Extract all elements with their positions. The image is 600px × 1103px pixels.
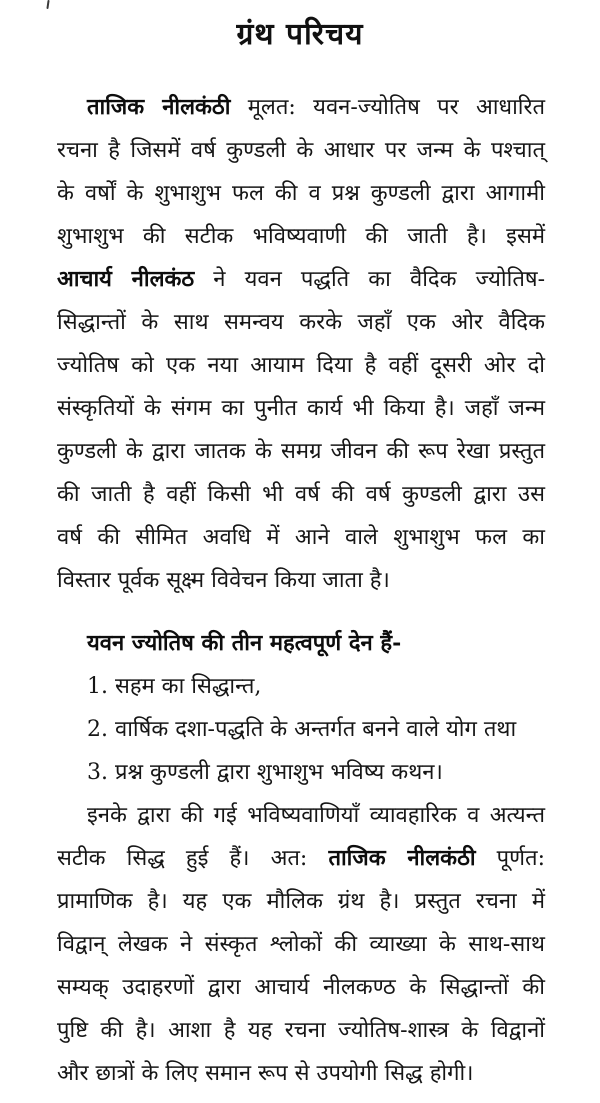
text-line — [57, 344, 545, 387]
text-segment: सम्यक् उदाहरणों द्वारा आचार्य नीलकण्ठ के सिद्धान्तों की — [57, 975, 545, 1000]
text-segment: सटीक सिद्ध हुई हैं। अत: — [57, 846, 329, 871]
text-segment: रचना है जिसमें वर्ष कुण्डली के आधार पर जन्म के पश्चात् — [57, 138, 545, 163]
text-segment: संस्कृतियों के संगम का पुनीत कार्य भी किया है। जहाँ जन्म — [57, 396, 545, 421]
text-line — [57, 215, 545, 258]
text-line — [57, 837, 545, 880]
bold-text-segment: ताजिक नीलकंठी — [328, 845, 476, 871]
text-segment: सिद्धान्तों के साथ समन्वय करके जहाँ एक ओर वैदिक — [57, 310, 545, 335]
text-line — [57, 1052, 545, 1095]
text-segment: 2. वार्षिक दशा-पद्धति के अन्तर्गत बनने वाले योग तथा — [87, 717, 517, 742]
text-line — [57, 516, 545, 559]
text-segment: विस्तार पूर्वक सूक्ष्म विवेचन किया जाता है। — [57, 568, 390, 593]
page-body-text — [57, 86, 545, 1095]
text-segment: कुण्डली के द्वारा जातक के समग्र जीवन की रूप रेखा प्रस्तुत — [57, 439, 545, 464]
text-line — [57, 880, 545, 923]
text-segment: पूर्णत: — [475, 846, 546, 871]
text-segment: विद्वान् लेखक ने संस्कृत श्लोकों की व्याख्या के साथ-साथ — [57, 932, 545, 957]
text-line — [57, 559, 545, 602]
text-segment: प्रामाणिक है। यह एक मौलिक ग्रंथ है। प्रस्तुत रचना में — [57, 889, 545, 914]
bold-text-segment: आचार्य नीलकंठ — [57, 266, 195, 292]
text-segment: पुष्टि की है। आशा है यह रचना ज्योतिष-शास्त्र के विद्वानों — [57, 1018, 545, 1043]
text-segment: इनके द्वारा की गई भविष्यवाणियाँ व्यावहारिक व अत्यन्त — [87, 803, 545, 828]
text-line — [57, 86, 545, 129]
bold-text-segment: यवन ज्योतिष की तीन महत्वपूर्ण देन हैं- — [87, 630, 402, 656]
text-line — [57, 794, 545, 837]
text-segment: 1. सहम का सिद्धान्त, — [87, 674, 262, 699]
text-segment: ने यवन पद्धति का वैदिक ज्योतिष- — [194, 267, 546, 292]
text-line — [57, 1009, 545, 1052]
text-segment: की जाती है वहीं किसी भी वर्ष की वर्ष कुण्डली द्वारा उस — [57, 482, 545, 507]
text-line — [57, 129, 545, 172]
text-line — [57, 751, 545, 794]
text-line — [57, 665, 545, 708]
text-line — [57, 430, 545, 473]
page-title: ग्रंथ परिचय — [236, 17, 364, 52]
text-line — [57, 473, 545, 516]
text-segment: मूलत: यवन-ज्योतिष पर आधारित — [230, 95, 546, 120]
text-line — [57, 301, 545, 344]
text-line — [57, 172, 545, 215]
text-segment: शुभाशुभ की सटीक भविष्यवाणी की जाती है। इसमें — [57, 224, 545, 249]
text-line — [57, 622, 545, 665]
text-segment: और छात्रों के लिए समान रूप से उपयोगी सिद्ध होगी। — [57, 1061, 474, 1086]
text-line — [57, 258, 545, 301]
text-segment: 3. प्रश्न कुण्डली द्वारा शुभाशुभ भविष्य कथन। — [87, 760, 443, 785]
text-line — [57, 966, 545, 1009]
text-line — [57, 708, 545, 751]
text-segment: के वर्षों के शुभाशुभ फल की व प्रश्न कुण्डली द्वारा आगामी — [57, 181, 545, 206]
bold-text-segment: ताजिक नीलकंठी — [87, 94, 231, 120]
text-segment: ज्योतिष को एक नया आयाम दिया है वहीं दूसरी ओर दो — [57, 353, 545, 378]
text-segment: वर्ष की सीमित अवधि में आने वाले शुभाशुभ फल का — [57, 525, 545, 550]
text-line — [57, 923, 545, 966]
text-line — [57, 387, 545, 430]
